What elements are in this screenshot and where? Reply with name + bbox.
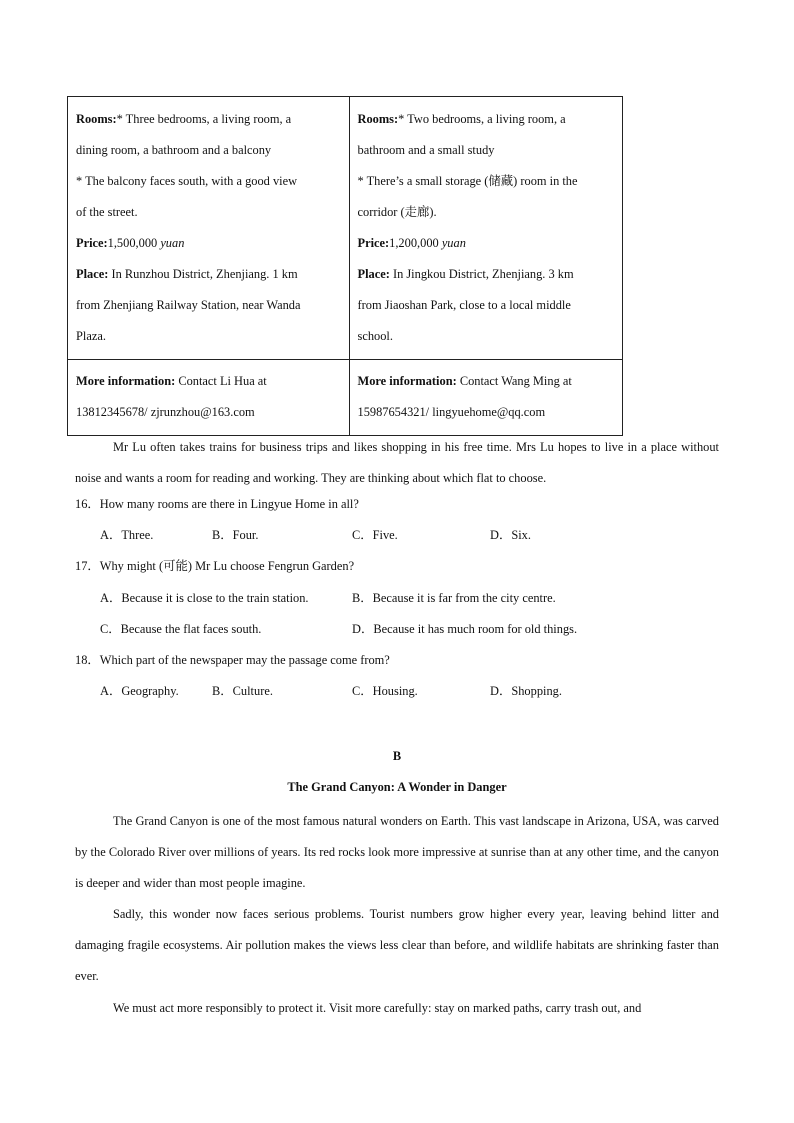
place-text: In Runzhou District, Zhenjiang. 1 km [108, 267, 298, 281]
place-line [358, 259, 615, 290]
price-value: 1,500,000 [107, 236, 161, 250]
place-text-cont: from Zhenjiang Railway Station, near Wanda [76, 298, 301, 312]
price-unit: yuan [160, 236, 185, 250]
info-text: Contact Wang Ming at [456, 374, 572, 388]
price-value: 1,200,000 [389, 236, 442, 250]
listing-left-contact [68, 360, 350, 436]
contact-details: 13812345678/ zjrunzhou@163.com [76, 405, 255, 419]
place-line [76, 259, 341, 290]
rooms-text-cont: bathroom and a small study [357, 143, 495, 157]
price-label: Price: [357, 236, 390, 250]
q17-option-b: B．Because it is far from the city centre. [352, 591, 556, 605]
intro-paragraph: Mr Lu often takes trains for business trips and likes shopping in his free time. Mrs Lu hopes to live in a place without noise and wants a room for reading and working. They are thinking about which flat to choose. [75, 440, 719, 485]
q16-option-a: A．Three. [100, 528, 154, 542]
rooms-line [76, 104, 341, 135]
place-text-end: Plaza. [76, 329, 106, 343]
q16-option-d: D．Six. [490, 528, 531, 542]
q16-option-b: B．Four. [212, 528, 259, 542]
note-text: * The balcony faces south, with a good view [76, 174, 298, 188]
question-17-stem: 17．Why might (可能) Mr Lu choose Fengrun Garden? [75, 559, 355, 573]
price-unit: yuan [441, 236, 466, 250]
q17-option-d: D．Because it has much room for old things. [352, 622, 578, 636]
info-label: More information: [76, 374, 176, 388]
info-line [358, 366, 615, 397]
price-line [358, 228, 615, 259]
place-text: In Jingkou District, Zhenjiang. 3 km [389, 267, 574, 281]
listing-details-row [68, 97, 623, 360]
passage-paragraph-2: Sadly, this wonder now faces serious problems. Tourist numbers grow higher every year, leaving behind litter and damaging fragile ecosystems. Air pollution makes the views less clear than before, and wildlife habitats are shrinking faster than ever. [75, 907, 719, 983]
q17-option-c: C．Because the flat faces south. [100, 622, 262, 636]
rooms-text-cont: dining room, a bathroom and a balcony [76, 143, 272, 157]
note-text-cont: of the street. [76, 205, 138, 219]
rooms-text: * Three bedrooms, a living room, a [116, 112, 292, 126]
rooms-label: Rooms: [357, 112, 399, 126]
q18-option-c: C．Housing. [352, 684, 418, 698]
listing-left-details [68, 97, 350, 360]
price-label: Price: [76, 236, 108, 250]
place-text-end: school. [357, 329, 393, 343]
passage-title: The Grand Canyon: A Wonder in Danger [287, 780, 507, 794]
q18-option-a: A．Geography. [100, 684, 179, 698]
housing-listings-table [67, 96, 623, 436]
note-text: * There’s a small storage (储藏) room in the [357, 174, 578, 188]
rooms-label: Rooms: [76, 112, 117, 126]
q17-option-a: A．Because it is close to the train station. [100, 591, 309, 605]
place-label: Place: [357, 267, 390, 281]
q18-option-b: B．Culture. [212, 684, 273, 698]
question-18-stem: 18．Which part of the newspaper may the passage come from? [75, 653, 390, 667]
contact-details: 15987654321/ lingyuehome@qq.com [357, 405, 546, 419]
price-line [76, 228, 341, 259]
rooms-line [358, 104, 615, 135]
info-text: Contact Li Hua at [175, 374, 267, 388]
listing-contact-row [68, 360, 623, 436]
note-text-cont: corridor (走廊). [357, 205, 437, 219]
section-label: B [392, 749, 402, 763]
listing-right-details [349, 97, 623, 360]
q16-option-c: C．Five. [352, 528, 398, 542]
question-16-stem: 16．How many rooms are there in Lingyue Home in all? [75, 497, 359, 511]
passage-paragraph-1: The Grand Canyon is one of the most famous natural wonders on Earth. This vast landscape in Arizona, USA, was carved by the Colorado River over millions of years. Its red rocks look more impressive at sunrise than at any other time, and the canyon is deeper and wider than most people imagine. [75, 814, 719, 890]
place-label: Place: [76, 267, 109, 281]
rooms-text: * Two bedrooms, a living room, a [398, 112, 566, 126]
info-label: More information: [357, 374, 457, 388]
passage-paragraph-3: We must act more responsibly to protect it. Visit more carefully: stay on marked paths, carry trash out, and [113, 1001, 642, 1015]
info-line [76, 366, 341, 397]
listing-right-contact [349, 360, 623, 436]
q18-option-d: D．Shopping. [490, 684, 562, 698]
place-text-cont: from Jiaoshan Park, close to a local middle [357, 298, 571, 312]
